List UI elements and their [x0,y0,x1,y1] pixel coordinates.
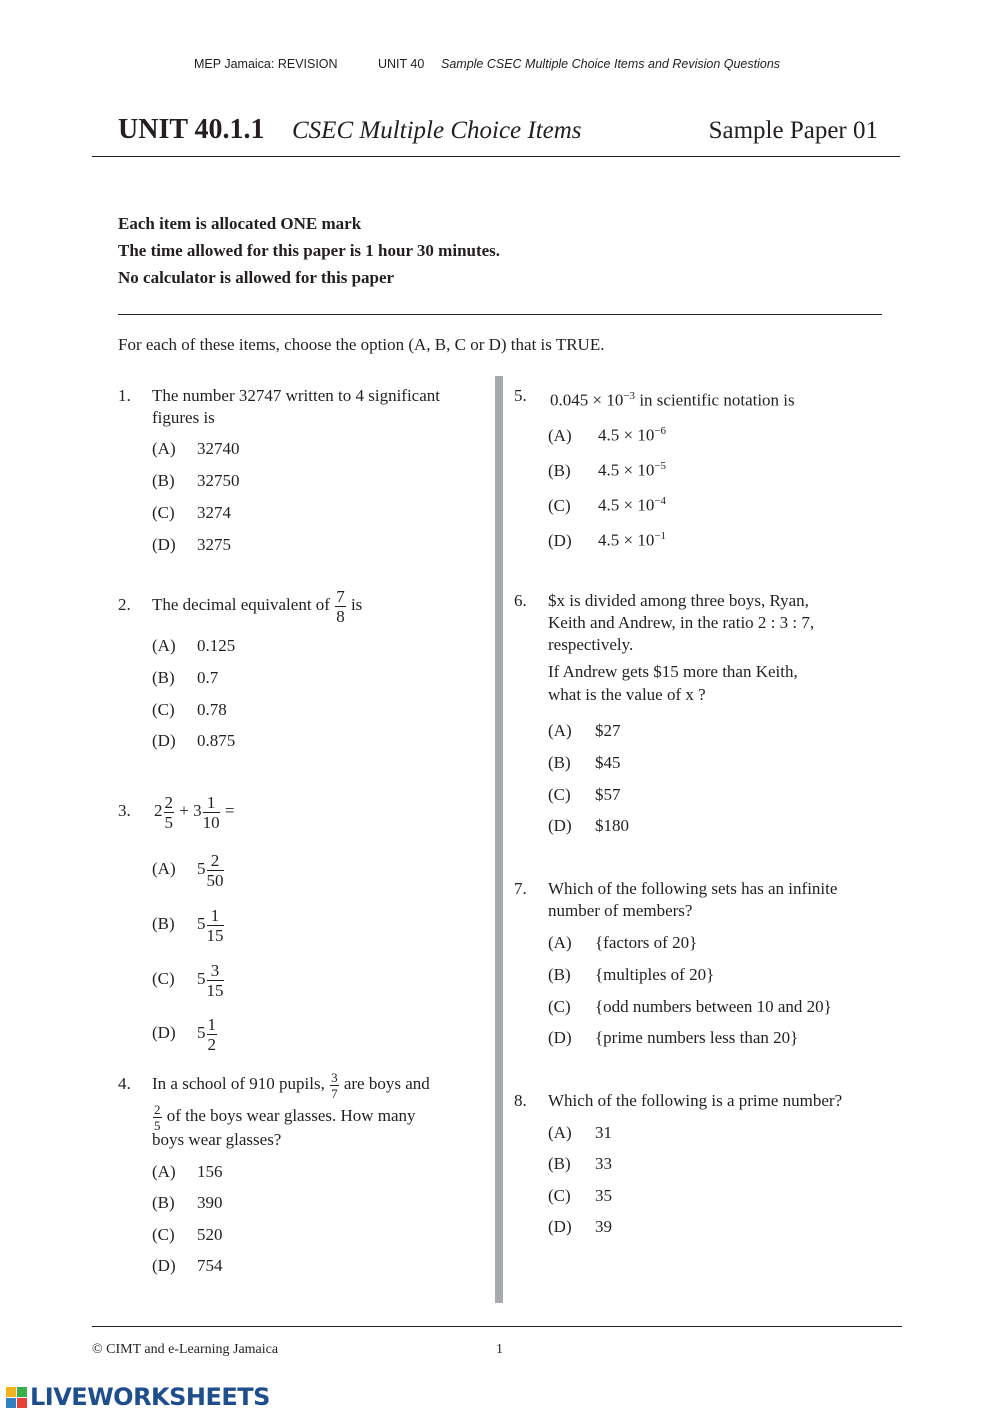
stem-text: is [350,595,363,614]
option-value: 4.5 × 10 [598,460,655,480]
copyright: © CIMT and e-Learning Jamaica [92,1342,279,1357]
question-expression [154,791,234,831]
denominator: 15 [206,925,224,945]
option-value: {odd numbers between 10 and 20} [595,997,832,1016]
option-value: $45 [595,753,621,772]
question-text [152,585,362,625]
intro-text: For each of these items, choose the option (A, B, C or D) that is TRUE. [118,335,605,354]
option-label: (D) [152,1256,176,1275]
option-label: (B) [548,1154,571,1173]
option-b[interactable] [548,752,621,774]
option-label: (A) [152,1162,176,1181]
question-text: what is the value of x ? [548,685,706,704]
question-number: 6. [514,591,527,610]
fraction [335,588,346,625]
option-b[interactable] [152,667,218,689]
option-value: 0.875 [197,731,236,750]
option-value: 31 [595,1123,612,1142]
fraction [207,1016,218,1053]
question-text: If Andrew gets $15 more than Keith, [548,662,798,681]
option-label: (D) [152,535,176,554]
option-label: (B) [152,471,175,490]
option-label: (A) [548,1123,572,1142]
option-label: (A) [152,636,176,655]
logo-square [6,1387,16,1397]
option-label: (B) [152,914,175,933]
option-label: (C) [152,1225,175,1244]
logo-square [6,1398,16,1408]
option-value: {factors of 20} [595,933,698,952]
question-text: The number 32747 written to 4 significant [152,386,440,405]
option-c[interactable] [152,699,227,721]
whole-number: 5 [197,859,206,878]
fraction [207,962,224,999]
option-value: 4.5 × 10 [598,425,655,445]
option-value: 156 [197,1162,223,1181]
exponent: −5 [654,460,667,472]
unit-subtitle: CSEC Multiple Choice Items [292,117,582,144]
title-rule [92,156,900,157]
option-label: (D) [548,1217,572,1236]
option-a[interactable] [548,932,697,954]
question-number: 5. [514,386,527,405]
numerator: 2 [154,1101,161,1117]
option-label: (B) [548,460,571,480]
option-b[interactable] [548,455,666,482]
denominator: 2 [207,1034,216,1054]
numerator: 3 [331,1069,338,1085]
question-number: 1. [118,386,131,405]
option-label: (D) [548,816,572,835]
option-value: 754 [197,1256,223,1275]
option-c[interactable] [548,996,832,1018]
option-label: (B) [548,965,571,984]
option-value: 0.7 [197,668,219,687]
running-header-title: Sample CSEC Multiple Choice Items and Revision Questions [441,57,781,71]
option-value: 4.5 × 10 [598,495,655,515]
option-value: 0.78 [197,700,227,719]
numerator: 1 [207,1014,216,1034]
denominator: 7 [331,1085,338,1101]
numerator: 2 [164,792,173,812]
option-label: (C) [548,1186,571,1205]
option-b[interactable] [152,904,225,944]
stem-text: 0.045 × 10 [550,390,624,410]
whole-number: 5 [197,1023,206,1042]
denominator: 15 [206,980,224,1000]
option-c[interactable] [548,1185,612,1207]
whole-number: 5 [197,914,206,933]
option-a[interactable] [152,438,240,460]
stem-text: in scientific notation is [639,390,795,410]
option-b[interactable] [152,1192,223,1214]
option-value: 520 [197,1225,223,1244]
question-number: 7. [514,879,527,898]
option-d[interactable] [152,534,231,556]
option-label: (C) [152,700,175,719]
footer-rule [92,1326,902,1327]
denominator: 10 [202,812,220,832]
whole-number: 5 [197,969,206,988]
question-text: figures is [152,408,215,427]
numerator: 2 [207,852,224,871]
option-value: 3275 [197,535,231,554]
option-label: (A) [548,721,572,740]
numerator: 3 [207,962,224,981]
option-label: (C) [152,503,175,522]
option-label: (D) [548,1028,572,1047]
question-text: boys wear glasses? [152,1130,282,1149]
option-label: (A) [152,439,176,458]
option-value: $180 [595,816,629,835]
question-text [550,385,795,412]
question-text: Which of the following is a prime number? [548,1091,843,1110]
logo-text: LIVEWORKSHEETS [30,1383,270,1411]
operator: + [179,801,189,820]
column-divider [495,376,503,1303]
operator: = [224,801,235,820]
option-label: (D) [152,1023,176,1042]
option-value: 32740 [197,439,240,458]
option-d[interactable] [548,525,666,552]
option-c[interactable] [152,502,231,524]
logo-square [17,1387,27,1397]
fraction [203,794,220,831]
paper-label: Sample Paper 01 [708,117,878,144]
option-d[interactable] [152,1013,218,1053]
numerator: 7 [336,586,345,606]
option-label: (B) [548,753,571,772]
exponent: −4 [654,495,667,507]
option-d[interactable] [548,1027,798,1049]
exponent: −1 [654,530,667,542]
option-label: (C) [548,997,571,1016]
option-a[interactable] [548,1122,612,1144]
question-text: respectively. [548,635,634,654]
question-text: Keith and Andrew, in the ratio 2 : 3 : 7, [548,613,815,632]
option-b[interactable] [548,1153,612,1175]
option-b[interactable] [548,964,714,986]
instruction-1: Each item is allocated ONE mark [118,214,362,233]
option-value: 35 [595,1186,612,1205]
option-a[interactable] [152,635,235,657]
instructions-rule [118,314,882,315]
denominator: 5 [154,1117,161,1133]
running-header-unit: UNIT 40 [378,57,425,71]
option-value: $57 [595,785,621,804]
option-a[interactable] [548,420,666,447]
option-d[interactable] [152,730,235,752]
fraction [207,852,224,889]
option-value: 33 [595,1154,612,1173]
option-value: 390 [197,1193,223,1212]
option-d[interactable] [548,815,629,837]
option-c[interactable] [152,1224,223,1246]
option-label: (C) [152,969,175,988]
option-label: (B) [152,668,175,687]
exponent: −3 [623,390,636,402]
option-c[interactable] [152,959,225,999]
option-label: (A) [548,425,572,445]
option-label: (D) [548,530,572,550]
option-c[interactable] [548,784,621,806]
liveworksheets-logo[interactable] [6,1383,270,1411]
question-text: Which of the following sets has an infinite [548,879,838,898]
stem-text: of the boys wear glasses. How many [166,1106,416,1125]
option-label: (A) [152,859,176,878]
fraction [207,907,224,944]
question-number: 2. [118,595,131,614]
stem-text: In a school of 910 pupils, [152,1074,325,1093]
option-value: 4.5 × 10 [598,530,655,550]
option-label: (C) [548,495,571,515]
question-number: 3. [118,801,131,820]
option-a[interactable] [152,1161,223,1183]
question-text: number of members? [548,901,693,920]
option-value: {multiples of 20} [595,965,715,984]
option-a[interactable] [152,849,225,889]
option-d[interactable] [152,1255,223,1277]
question-text: $x is divided among three boys, Ryan, [548,591,809,610]
stem-text: The decimal equivalent of [152,595,330,614]
denominator: 5 [164,812,173,832]
option-b[interactable] [152,470,240,492]
option-label: (D) [152,731,176,750]
logo-square [17,1398,27,1408]
option-value: 39 [595,1217,612,1236]
option-label: (A) [548,933,572,952]
option-c[interactable] [548,490,666,517]
fraction [153,1103,162,1132]
option-value: 0.125 [197,636,236,655]
logo-icon [6,1387,27,1408]
option-d[interactable] [548,1216,612,1238]
running-header-left: MEP Jamaica: REVISION [194,57,338,71]
denominator: 8 [336,606,345,626]
option-value: {prime numbers less than 20} [595,1028,799,1047]
fraction [164,794,175,831]
whole-number: 2 [154,801,163,820]
question-number: 4. [118,1074,131,1093]
option-value: $27 [595,721,621,740]
option-label: (C) [548,785,571,804]
numerator: 1 [207,907,224,926]
option-a[interactable] [548,720,621,742]
instruction-2: The time allowed for this paper is 1 hour 30 minutes. [118,241,501,260]
option-label: (B) [152,1193,175,1212]
option-value: 32750 [197,471,240,490]
stem-text: are boys and [343,1074,430,1093]
whole-number: 3 [193,801,202,820]
numerator: 1 [203,794,220,813]
question-number: 8. [514,1091,527,1110]
denominator: 50 [206,870,224,890]
unit-number: UNIT 40.1.1 [118,114,265,145]
instruction-3: No calculator is allowed for this paper [118,268,395,287]
option-value: 3274 [197,503,231,522]
exponent: −6 [654,425,667,437]
page-number: 1 [496,1342,503,1357]
